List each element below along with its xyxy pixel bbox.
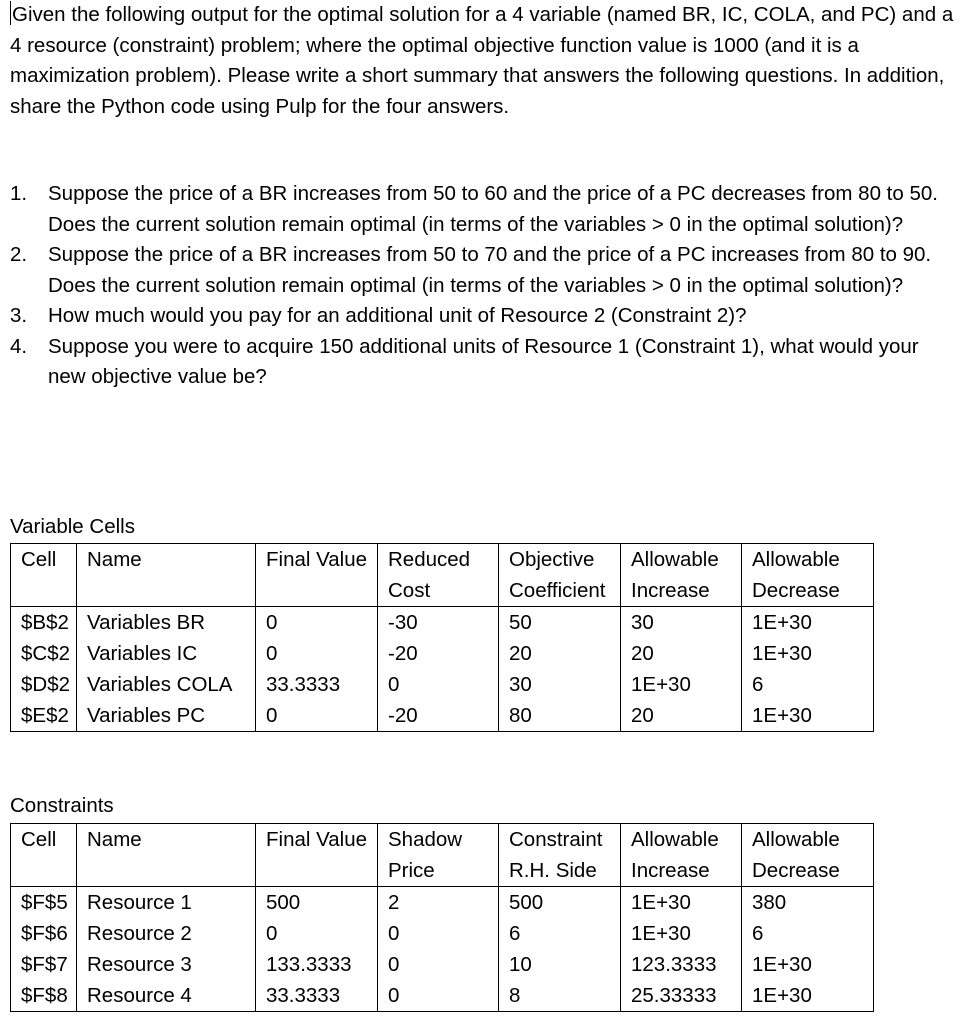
question-number: 4. bbox=[10, 334, 28, 358]
column-header: Constraint R.H. Side bbox=[499, 824, 621, 887]
table-cell: 500 bbox=[256, 887, 378, 919]
table-cell: 30 bbox=[499, 669, 621, 700]
column-header: Final Value bbox=[256, 544, 378, 607]
question-text: Suppose the price of a BR increases from 50 to 60 and the price of a PC decreases from 80 to 50. Does the current solution remain optimal (in terms of the variables > 0 in the optimal solution)? bbox=[48, 182, 938, 236]
table-cell: Variables BR bbox=[77, 607, 256, 639]
table-cell: 0 bbox=[378, 980, 499, 1012]
table-row bbox=[11, 887, 874, 919]
table-cell: 0 bbox=[256, 700, 378, 732]
question-item bbox=[10, 301, 940, 332]
table-cell: 80 bbox=[499, 700, 621, 732]
table-header-row bbox=[11, 824, 874, 887]
column-header: Objective Coefficient bbox=[499, 544, 621, 607]
table-row bbox=[11, 607, 874, 639]
table-cell: 8 bbox=[499, 980, 621, 1012]
table-cell: $F$7 bbox=[11, 949, 77, 980]
column-header: Shadow Price bbox=[378, 824, 499, 887]
table-cell: $F$5 bbox=[11, 887, 77, 919]
column-header: Cell bbox=[11, 544, 77, 607]
table-cell: 20 bbox=[499, 638, 621, 669]
table-cell: 0 bbox=[256, 607, 378, 639]
question-list bbox=[10, 179, 940, 393]
table-cell: Variables COLA bbox=[77, 669, 256, 700]
table-row bbox=[11, 918, 874, 949]
table-cell: 30 bbox=[621, 607, 742, 639]
table-cell: Resource 3 bbox=[77, 949, 256, 980]
column-header: Name bbox=[77, 544, 256, 607]
question-text: Suppose the price of a BR increases from 50 to 70 and the price of a PC increases from 80 to 90. Does the current solution remain optimal (in terms of the variables > 0 in the optimal solution)? bbox=[48, 243, 932, 297]
problem-statement bbox=[10, 0, 955, 122]
table-cell: 0 bbox=[256, 638, 378, 669]
column-header: Allowable Decrease bbox=[742, 544, 874, 607]
table-cell: 0 bbox=[378, 949, 499, 980]
column-header: Allowable Increase bbox=[621, 824, 742, 887]
column-header: Name bbox=[77, 824, 256, 887]
table-cell: 133.3333 bbox=[256, 949, 378, 980]
table-cell: 2 bbox=[378, 887, 499, 919]
table-row bbox=[11, 949, 874, 980]
variable-cells-table bbox=[10, 543, 874, 732]
table-cell: $E$2 bbox=[11, 700, 77, 732]
table-cell: 1E+30 bbox=[742, 949, 874, 980]
problem-statement-text: Given the following output for the optimal solution for a 4 variable (named BR, IC, COLA, and PC) and a 4 resource (constraint) problem; where the optimal objective function value is 1000 (and it is a maximization problem). Please write a short summary that answers the following questions. In addition, share the Python code using Pulp for the four answers. bbox=[10, 3, 954, 118]
table-cell: 1E+30 bbox=[742, 700, 874, 732]
question-item bbox=[10, 240, 940, 301]
table-cell: 25.33333 bbox=[621, 980, 742, 1012]
column-header: Reduced Cost bbox=[378, 544, 499, 607]
table-cell: $F$8 bbox=[11, 980, 77, 1012]
table-cell: -20 bbox=[378, 700, 499, 732]
table-cell: 6 bbox=[499, 918, 621, 949]
table-cell: Resource 1 bbox=[77, 887, 256, 919]
table-cell: 6 bbox=[742, 669, 874, 700]
text-cursor bbox=[10, 1, 11, 25]
table-cell: 20 bbox=[621, 700, 742, 732]
table-cell: 33.3333 bbox=[256, 669, 378, 700]
table-cell: 123.3333 bbox=[621, 949, 742, 980]
table-cell: 1E+30 bbox=[742, 638, 874, 669]
table-cell: 1E+30 bbox=[621, 887, 742, 919]
table-cell: 500 bbox=[499, 887, 621, 919]
table-cell: 0 bbox=[256, 918, 378, 949]
table-cell: $D$2 bbox=[11, 669, 77, 700]
table-cell: $F$6 bbox=[11, 918, 77, 949]
table-cell: 1E+30 bbox=[742, 980, 874, 1012]
table-cell: 50 bbox=[499, 607, 621, 639]
column-header: Cell bbox=[11, 824, 77, 887]
table-cell: 1E+30 bbox=[621, 918, 742, 949]
table-cell: 20 bbox=[621, 638, 742, 669]
table-cell: $C$2 bbox=[11, 638, 77, 669]
constraints-title: Constraints bbox=[10, 794, 114, 817]
table-row bbox=[11, 700, 874, 732]
question-number: 1. bbox=[10, 182, 28, 205]
table-cell: Resource 2 bbox=[77, 918, 256, 949]
table-cell: Variables IC bbox=[77, 638, 256, 669]
question-number: 3. bbox=[10, 304, 28, 327]
question-text: Suppose you were to acquire 150 additional units of Resource 1 (Constraint 1), what would your new objective value be? bbox=[48, 334, 919, 388]
table-cell: 380 bbox=[742, 887, 874, 919]
table-row bbox=[11, 638, 874, 669]
question-number: 2. bbox=[10, 243, 28, 266]
variable-cells-title: Variable Cells bbox=[10, 515, 135, 538]
column-header: Allowable Decrease bbox=[742, 824, 874, 887]
column-header: Allowable Increase bbox=[621, 544, 742, 607]
table-cell: 6 bbox=[742, 918, 874, 949]
table-cell: -30 bbox=[378, 607, 499, 639]
table-row bbox=[11, 980, 874, 1012]
table-cell: 0 bbox=[378, 918, 499, 949]
question-text: How much would you pay for an additional unit of Resource 2 (Constraint 2)? bbox=[48, 304, 747, 327]
table-row bbox=[11, 669, 874, 700]
table-cell: 33.3333 bbox=[256, 980, 378, 1012]
question-item bbox=[10, 179, 940, 240]
table-cell: -20 bbox=[378, 638, 499, 669]
column-header: Final Value bbox=[256, 824, 378, 887]
table-cell: 1E+30 bbox=[742, 607, 874, 639]
table-header-row bbox=[11, 544, 874, 607]
table-cell: 10 bbox=[499, 949, 621, 980]
table-cell: Variables PC bbox=[77, 700, 256, 732]
table-cell: $B$2 bbox=[11, 607, 77, 639]
question-item bbox=[10, 332, 940, 393]
table-cell: 0 bbox=[378, 669, 499, 700]
table-cell: 1E+30 bbox=[621, 669, 742, 700]
constraints-table bbox=[10, 823, 874, 1012]
table-cell: Resource 4 bbox=[77, 980, 256, 1012]
